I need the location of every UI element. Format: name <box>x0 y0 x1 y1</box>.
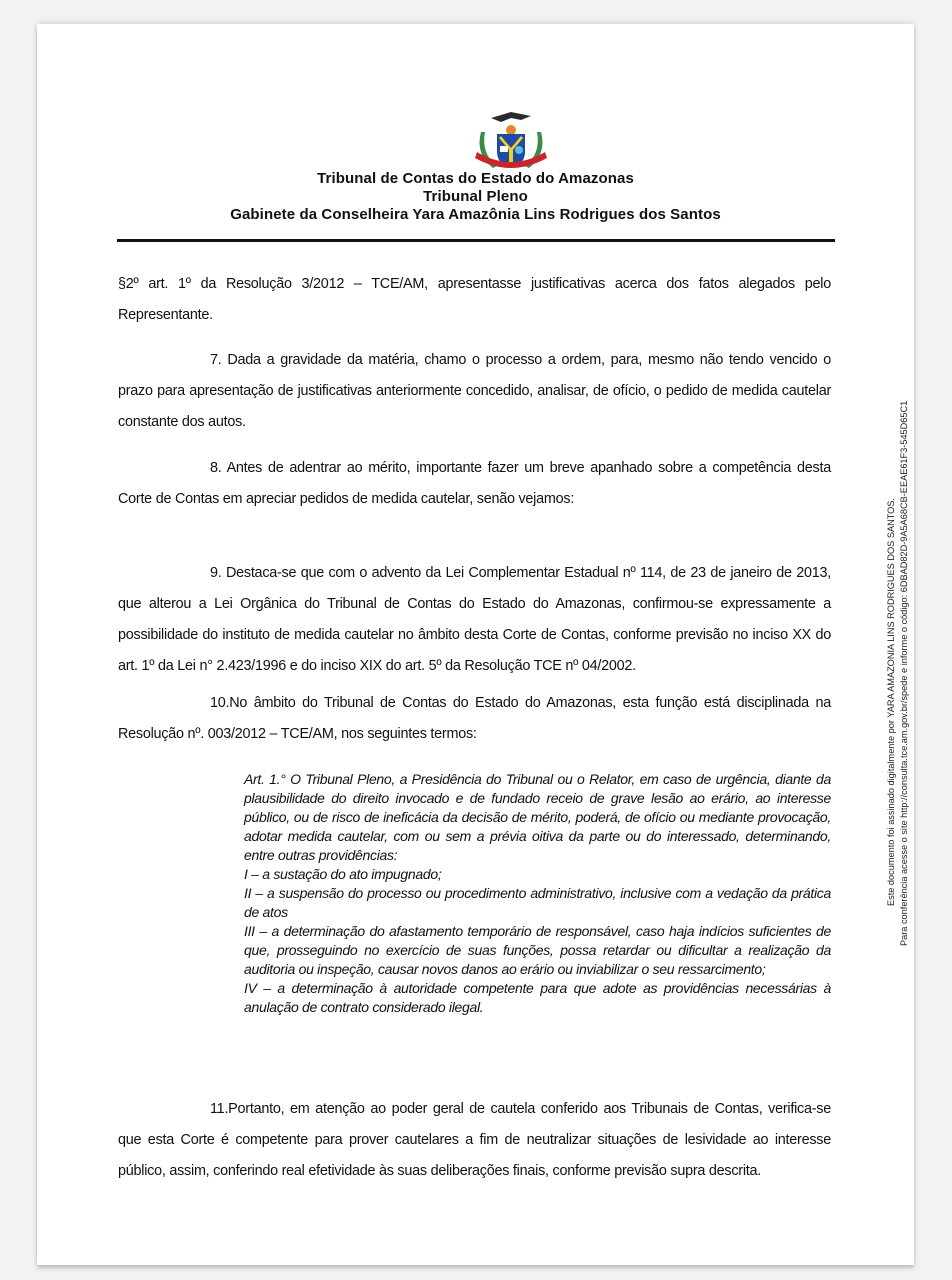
legal-quotation <box>244 770 831 1017</box>
quote-inciso-iii: III – a determinação do afastamento temporário de responsável, caso haja indícios suficientes de que, prosseguindo no exercício de suas funções, possa retardar ou dificultar a realização da auditoria ou inspeção, causar novos danos ao erário ou inviabilizar o seu ressarcimento; <box>244 923 831 977</box>
paragraph-9: 9. Destaca-se que com o advento da Lei Complementar Estadual nº 114, de 23 de janeiro de 2013, que alterou a Lei Orgânica do Tribunal de Contas do Estado do Amazonas, confirmou-se expressamente a possibilidade do instituto de medida cautelar no âmbito desta Corte de Contas, conforme previsão no inciso XX do art. 1º da Lei n° 2.423/1996 e do inciso XIX do art. 5º da Resolução TCE nº 04/2002. <box>118 565 831 674</box>
paragraph-continuation: §2º art. 1º da Resolução 3/2012 – TCE/AM, apresentasse justificativas acerca dos fatos alegados pelo Representante. <box>118 276 831 323</box>
paragraph-11: 11.Portanto, em atenção ao poder geral de cautela conferido aos Tribunais de Contas, verifica-se que esta Corte é competente para prover cautelares a fim de neutralizar situações de lesividade ao interesse público, assim, conferindo real efetividade às suas deliberações finais, conforme previsão supra descrita. <box>118 1101 831 1179</box>
quote-caput: Art. 1.° O Tribunal Pleno, a Presidência do Tribunal ou o Relator, em caso de urgência, diante da plausibilidade do direito invocado e de fundado receio de grave lesão ao erário, ao interesse público, ou de risco de ineficácia da decisão de mérito, poderá, de ofício ou mediante provocação, adotar medida cautelar, com ou sem a prévia oitiva da parte ou do interessado, determinando, entre outras providências: <box>244 771 831 863</box>
state-coat-of-arms-icon <box>471 106 551 178</box>
verification-line: Para conferência acesse o site http://consulta.tce.am.gov.br/spede e informe o código: 6DBAD82D-9A5A68CB-EEAE61F3-545D65C1 <box>899 400 909 946</box>
signature-line: Este documento foi assinado digitalmente por YARA AMAZONIA LINS RODRIGUES DOS SANTOS. <box>886 498 896 906</box>
quote-inciso-iv: IV – a determinação à autoridade competente para que adote as providências necessárias à anulação de contrato considerado ilegal. <box>244 980 831 1015</box>
digital-signature-stamp <box>885 326 911 946</box>
office-name: Gabinete da Conselheira Yara Amazônia Lins Rodrigues dos Santos <box>230 206 721 223</box>
paragraph-8: 8. Antes de adentrar ao mérito, importante fazer um breve apanhado sobre a competência desta Corte de Contas em apreciar pedidos de medida cautelar, senão vejamos: <box>118 460 831 507</box>
quote-inciso-i: I – a sustação do ato impugnado; <box>244 866 442 882</box>
header-divider <box>117 239 835 242</box>
quote-inciso-ii: II – a suspensão do processo ou procedimento administrativo, inclusive com a vedação da prática de atos <box>244 885 831 920</box>
paragraph-7: 7. Dada a gravidade da matéria, chamo o processo a ordem, para, mesmo não tendo vencido o prazo para apresentação de justificativas anteriormente concedido, analisar, de ofício, o pedido de medida cautelar constante dos autos. <box>118 352 831 430</box>
court-body: Tribunal Pleno <box>423 188 528 205</box>
paragraph-10: 10.No âmbito do Tribunal de Contas do Estado do Amazonas, esta função está disciplinada na Resolução nº. 003/2012 – TCE/AM, nos seguintes termos: <box>118 695 831 742</box>
document-page <box>37 24 914 1265</box>
institution-name: Tribunal de Contas do Estado do Amazonas <box>317 170 634 187</box>
